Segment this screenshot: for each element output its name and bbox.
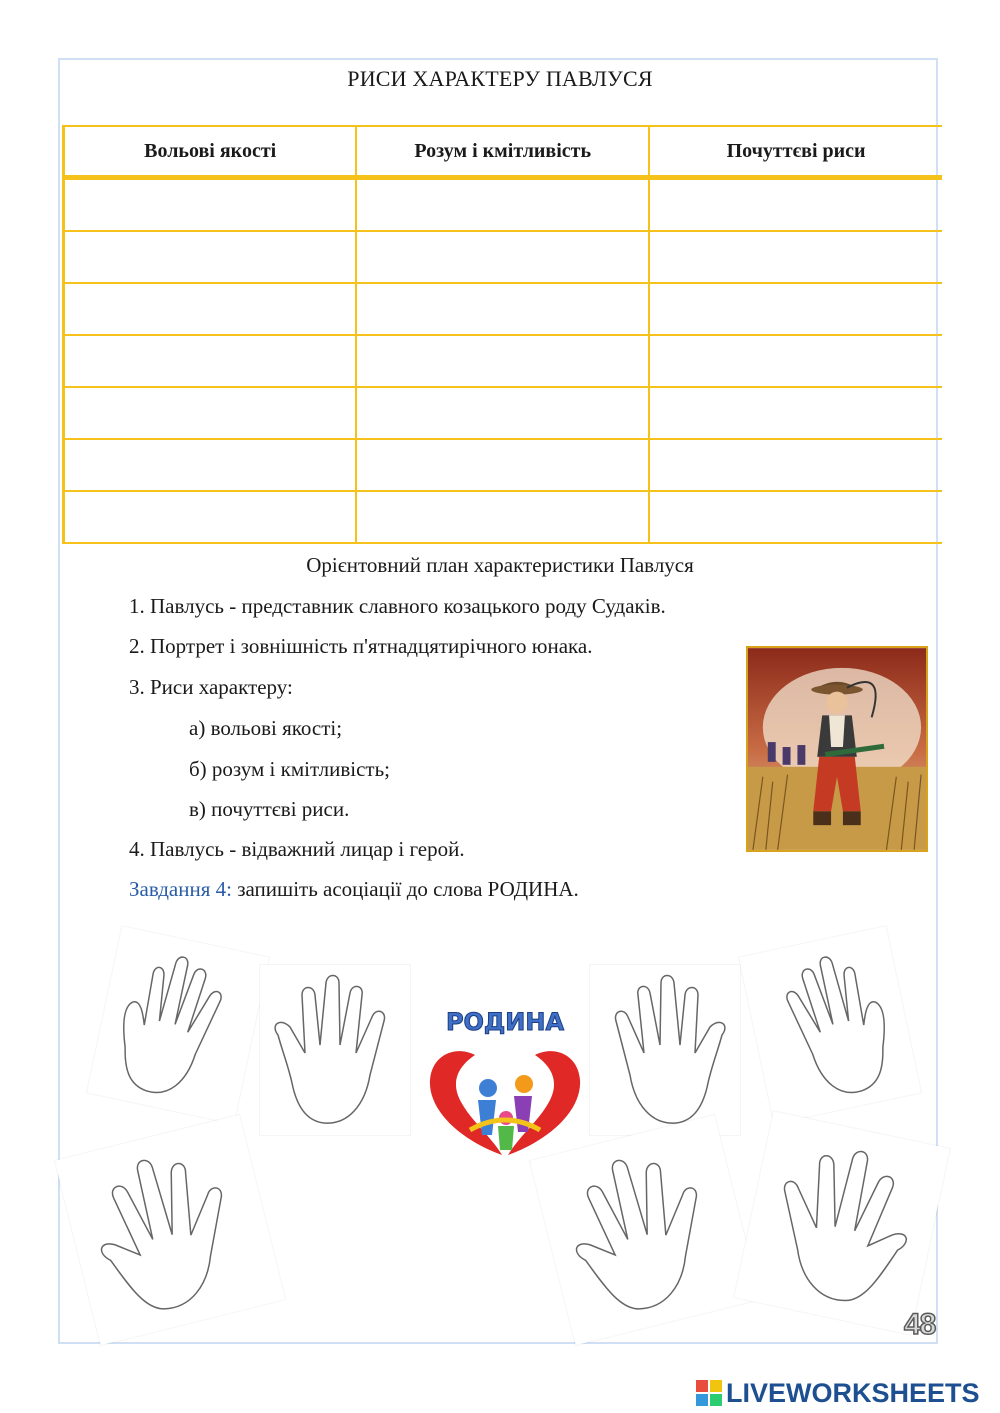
plan-subitem: б) розум і кмітливість; (189, 757, 390, 781)
header-intellect: Розум і кмітливість (356, 126, 649, 178)
table-cell[interactable] (64, 178, 357, 232)
page-number: 48 (904, 1308, 936, 1341)
table-row (64, 439, 943, 491)
table-cell[interactable] (64, 231, 357, 283)
family-logo (420, 1000, 590, 1180)
table-cell[interactable] (649, 387, 942, 439)
table-cell[interactable] (356, 491, 649, 543)
table-row (64, 231, 943, 283)
brand-name: LIVEWORKSHEETS (726, 1377, 980, 1408)
table-cell[interactable] (64, 439, 357, 491)
table-cell[interactable] (64, 335, 357, 387)
table-title: РИСИ ХАРАКТЕРУ ПАВЛУСЯ (347, 66, 653, 91)
table-cell[interactable] (356, 178, 649, 232)
table-cell[interactable] (649, 231, 942, 283)
table-cell[interactable] (356, 335, 649, 387)
hand-outline-2[interactable] (260, 965, 410, 1135)
table-row (64, 491, 943, 543)
table-cell[interactable] (649, 491, 942, 543)
table-cell[interactable] (356, 231, 649, 283)
table-cell[interactable] (356, 283, 649, 335)
table-row (64, 178, 943, 232)
liveworksheets-brand[interactable] (696, 1376, 980, 1410)
plan-item: 2. Портрет і зовнішність п'ятнадцятирічного юнака. (129, 634, 593, 658)
table-cell[interactable] (64, 283, 357, 335)
hand-outline-3[interactable] (590, 965, 740, 1135)
table-cell[interactable] (356, 439, 649, 491)
plan-item: 1. Павлусь - представник славного козацького роду Судаків. (129, 594, 666, 618)
table-cell[interactable] (356, 387, 649, 439)
plan-item: 3. Риси характеру: (129, 675, 293, 699)
task-label: Завдання 4: (129, 877, 232, 901)
character-traits-table (62, 125, 942, 544)
plan-title: Орієнтовний план характеристики Павлуся (306, 553, 694, 577)
table-row (64, 283, 943, 335)
header-volitional: Вольові якості (64, 126, 357, 178)
header-emotional: Почуттєві риси (649, 126, 942, 178)
task-instruction (129, 877, 579, 902)
plan-subitem: в) почуттєві риси. (189, 797, 350, 821)
task-text: запишіть асоціації до слова РОДИНА. (231, 877, 579, 901)
table-header-row (64, 126, 943, 178)
table-cell[interactable] (649, 283, 942, 335)
brand-logo-icon (696, 1380, 722, 1406)
table-cell[interactable] (649, 178, 942, 232)
logo-word: РОДИНА (445, 1008, 565, 1036)
table-cell[interactable] (64, 387, 357, 439)
table-cell[interactable] (64, 491, 357, 543)
plan-item: 4. Павлусь - відважний лицар і герой. (129, 837, 465, 861)
table-cell[interactable] (649, 439, 942, 491)
pavlus-portrait-image (746, 646, 928, 852)
table-cell[interactable] (649, 335, 942, 387)
table-row (64, 335, 943, 387)
table-row (64, 387, 943, 439)
plan-subitem: а) вольові якості; (189, 716, 343, 740)
